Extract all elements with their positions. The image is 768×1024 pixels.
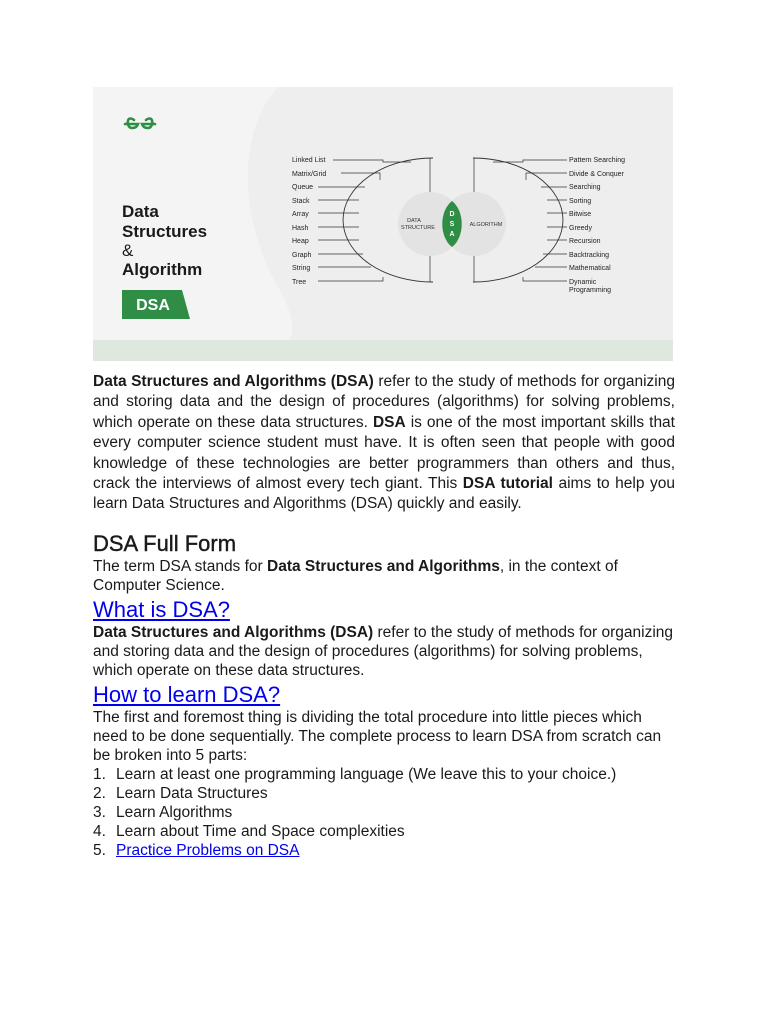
learning-steps-list: [93, 765, 675, 860]
dsa-badge: [122, 290, 190, 319]
right-item-searching: Searching: [569, 184, 601, 191]
how-to-learn-paragraph: The first and foremost thing is dividing the total procedure into little pieces which need to be done sequentially. The complete process to learn DSA from scratch can be broken into 5 parts:: [93, 708, 662, 764]
center-letter-d: D: [449, 211, 455, 218]
center-letter-a: A: [449, 231, 455, 238]
right-item-recursion: Recursion: [569, 238, 601, 245]
full-form-heading: DSA Full Form: [93, 530, 237, 556]
what-is-dsa-heading-link[interactable]: What is DSA?: [93, 596, 230, 622]
left-item-stack: Stack: [292, 198, 310, 205]
list-item-number: 2.: [93, 784, 106, 802]
what-is-bold: Data Structures and Algorithms (DSA): [93, 623, 374, 641]
banner-title-line-3: &: [122, 241, 134, 260]
intro-bold-dsa-term: Data Structures and Algorithms (DSA): [93, 373, 374, 390]
intro-text-1: refer to the study of methods for organizing and storing data and the design of procedures (algorithms) for solving problems, which operate on these data structures.: [93, 373, 675, 431]
center-data-label: DATA: [407, 218, 421, 224]
intro-text-3: aims to help you learn Data Structures and Algorithms (DSA) quickly and easily.: [93, 475, 675, 513]
full-form-paragraph: [93, 557, 675, 595]
full-form-text-2: , in the context of Computer Science.: [93, 557, 618, 594]
what-is-dsa-paragraph: [93, 623, 675, 680]
left-item-heap: Heap: [292, 238, 309, 245]
center-algorithm-label: ALGORITHM: [469, 222, 503, 228]
list-item-text: Learn about Time and Space complexities: [116, 822, 405, 840]
list-item-number: 1.: [93, 765, 106, 783]
center-structure-label: STRUCTURE: [401, 225, 435, 231]
right-item-programming: Programming: [569, 287, 612, 294]
left-item-linked-list: Linked List: [292, 157, 326, 164]
left-item-graph: Graph: [292, 252, 312, 259]
intro-bold-dsa-tutorial: DSA tutorial: [462, 475, 553, 493]
list-item: [93, 803, 675, 822]
practice-problems-link[interactable]: Practice Problems on DSA: [116, 841, 300, 859]
what-is-text: refer to the study of methods for organizing and storing data and the design of procedures (algorithms) for solving problems, which operate on these data structures.: [93, 623, 674, 679]
right-item-bitwise: Bitwise: [569, 211, 592, 218]
full-form-bold: Data Structures and Algorithms: [267, 557, 500, 575]
banner-title-line-2: Structures: [122, 222, 208, 241]
list-item-text: Learn Algorithms: [116, 803, 233, 821]
banner-title-line-1: Data: [122, 202, 159, 221]
right-item-mathematical: Mathematical: [569, 265, 611, 272]
right-item-sorting: Sorting: [569, 198, 592, 205]
full-form-text-1: The term DSA stands for: [93, 557, 268, 575]
right-item-backtracking: Backtracking: [569, 252, 610, 259]
left-item-tree: Tree: [292, 279, 307, 286]
list-item: [93, 841, 675, 860]
right-item-divide-conquer: Divide & Conquer: [569, 171, 624, 178]
article-content: [93, 372, 675, 860]
center-letter-s: S: [449, 221, 455, 228]
left-item-queue: Queue: [292, 184, 314, 191]
right-item-pattern-searching: Pattern Searching: [569, 157, 626, 164]
left-item-array: Array: [292, 211, 309, 218]
left-item-hash: Hash: [292, 225, 309, 232]
list-item-number: 5.: [93, 841, 106, 859]
left-item-string: String: [292, 265, 311, 272]
list-item: [93, 784, 675, 803]
how-to-learn-heading-link[interactable]: How to learn DSA?: [93, 681, 281, 707]
dsa-badge-label: DSA: [136, 297, 170, 314]
dsa-banner-image: [93, 87, 673, 361]
list-item: [93, 822, 675, 841]
intro-text-2: is one of the most important skills that every computer science student must have. It is often seen that people with good knowledge of these technologies are better programmers than others and thus, crack the interviews of almost every tech giant. This: [93, 413, 675, 493]
list-item-number: 4.: [93, 822, 106, 840]
list-item-text: Learn Data Structures: [116, 784, 268, 802]
list-item-text: Learn at least one programming language (We leave this to your choice.): [116, 765, 617, 783]
right-item-dynamic: Dynamic: [569, 279, 597, 286]
list-item-number: 3.: [93, 803, 106, 821]
left-item-matrix-grid: Matrix/Grid: [292, 171, 327, 178]
right-item-greedy: Greedy: [569, 225, 592, 232]
banner-title-line-4: Algorithm: [122, 260, 203, 279]
intro-bold-dsa: DSA: [372, 413, 406, 431]
intro-paragraph: [93, 372, 675, 515]
banner-bottom-stripe: [93, 340, 673, 361]
list-item: [93, 765, 675, 784]
